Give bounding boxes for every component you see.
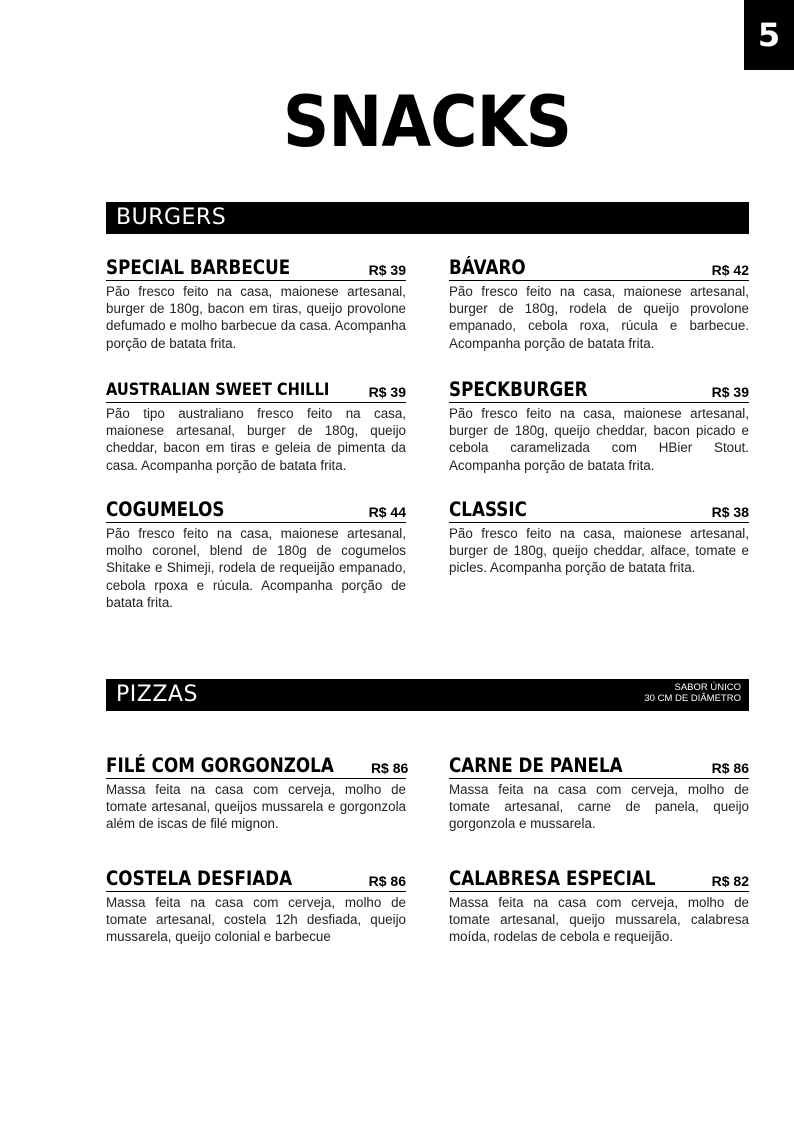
menu-item-costela-desfiada [106, 865, 406, 946]
item-name: AUSTRALIAN SWEET CHILLI [106, 380, 330, 400]
item-name: COGUMELOS [106, 498, 225, 521]
item-header [449, 752, 749, 779]
menu-item-speckburger [449, 376, 749, 474]
menu-item-calabresa-especial [449, 865, 749, 946]
item-header [106, 752, 409, 779]
item-price: R$ 86 [711, 760, 749, 776]
item-description: Pão tipo australiano fresco feito na casa, maionese artesanal, burger de 180g, queijo cheddar, bacon em tiras e geleia de pimenta da casa. Acompanha porção de batata frita. [106, 406, 406, 473]
section-bar-burgers [106, 202, 749, 234]
menu-item-bavaro [449, 254, 749, 352]
item-header [106, 376, 406, 403]
item-name: SPECIAL BARBECUE [106, 256, 291, 279]
item-name: FILÉ COM GORGONZOLA [106, 754, 334, 777]
menu-item-file-com-gorgonzola [106, 752, 409, 833]
item-header [106, 865, 406, 892]
menu-item-cogumelos [106, 496, 406, 611]
item-description: Massa feita na casa com cerveja, molho de tomate artesanal, carne de panela, queijo gorgonzola e mussarela. [449, 782, 749, 832]
item-name: CALABRESA ESPECIAL [449, 867, 656, 890]
item-header [106, 496, 406, 523]
item-header [449, 376, 749, 403]
item-name: SPECKBURGER [449, 378, 588, 401]
section-bar-pizzas [106, 679, 749, 711]
page-number: 5 [744, 0, 794, 70]
item-header [449, 496, 749, 523]
item-price: R$ 86 [370, 760, 409, 776]
section-label-pizzas: PIZZAS [116, 682, 198, 707]
item-name: CLASSIC [449, 498, 527, 521]
item-description: Pão fresco feito na casa, maionese artesanal, burger de 180g, bacon em tiras, queijo provolone defumado e molho barbecue da casa. Acompanha porção de batata frita. [106, 284, 406, 351]
section-label-burgers: BURGERS [116, 205, 227, 230]
item-price: R$ 39 [368, 262, 406, 278]
menu-item-classic [449, 496, 749, 577]
note-line-2: 30 CM DE DIÂMETRO [644, 693, 741, 704]
menu-item-special-barbecue [106, 254, 406, 352]
item-price: R$ 39 [368, 384, 406, 400]
item-description: Pão fresco feito na casa, maionese artesanal, molho coronel, blend de 180g de cogumelos Shitake e Shimeji, rodela de requeijão empanado, cebola rpoxa e rúcula. Acompanha porção de batata frita. [106, 526, 406, 610]
item-description: Pão fresco feito na casa, maionese artesanal, burger de 180g, rodela de queijo provolone empanado, cebola roxa, rúcula e barbecue. Acompanha porção de batata frita. [449, 284, 749, 351]
item-name: COSTELA DESFIADA [106, 867, 293, 890]
menu-item-australian-sweet-chilli [106, 376, 406, 474]
item-header [449, 865, 749, 892]
item-price: R$ 82 [711, 873, 749, 889]
item-description: Massa feita na casa com cerveja, molho de tomate artesanal, queijo mussarela, calabresa moída, rodelas de cebola e requeijão. [449, 895, 749, 945]
item-description: Massa feita na casa com cerveja, molho de tomate artesanal, queijos mussarela e gorgonzola além de iscas de filé mignon. [106, 782, 406, 832]
page-title: SNACKS [282, 81, 572, 163]
item-price: R$ 42 [711, 262, 749, 278]
pizza-size-note [644, 682, 741, 704]
note-line-1: SABOR ÚNICO [674, 682, 741, 693]
item-price: R$ 44 [368, 504, 406, 520]
item-name: BÁVARO [449, 256, 526, 279]
item-header [449, 254, 749, 281]
item-description: Massa feita na casa com cerveja, molho de tomate artesanal, costela 12h desfiada, queijo mussarela, queijo colonial e barbecue [106, 895, 406, 945]
item-price: R$ 39 [711, 384, 749, 400]
menu-item-carne-de-panela [449, 752, 749, 833]
item-header [106, 254, 406, 281]
item-price: R$ 86 [368, 873, 406, 889]
item-description: Pão fresco feito na casa, maionese artesanal, burger de 180g, queijo cheddar, bacon picado e cebola caramelizada com HBier Stout. Acompanha porção de batata frita. [449, 406, 749, 473]
item-description: Pão fresco feito na casa, maionese artesanal, burger de 180g, queijo cheddar, alface, tomate e picles. Acompanha porção de batata frita. [449, 526, 749, 576]
item-name: CARNE DE PANELA [449, 754, 623, 777]
item-price: R$ 38 [711, 504, 749, 520]
